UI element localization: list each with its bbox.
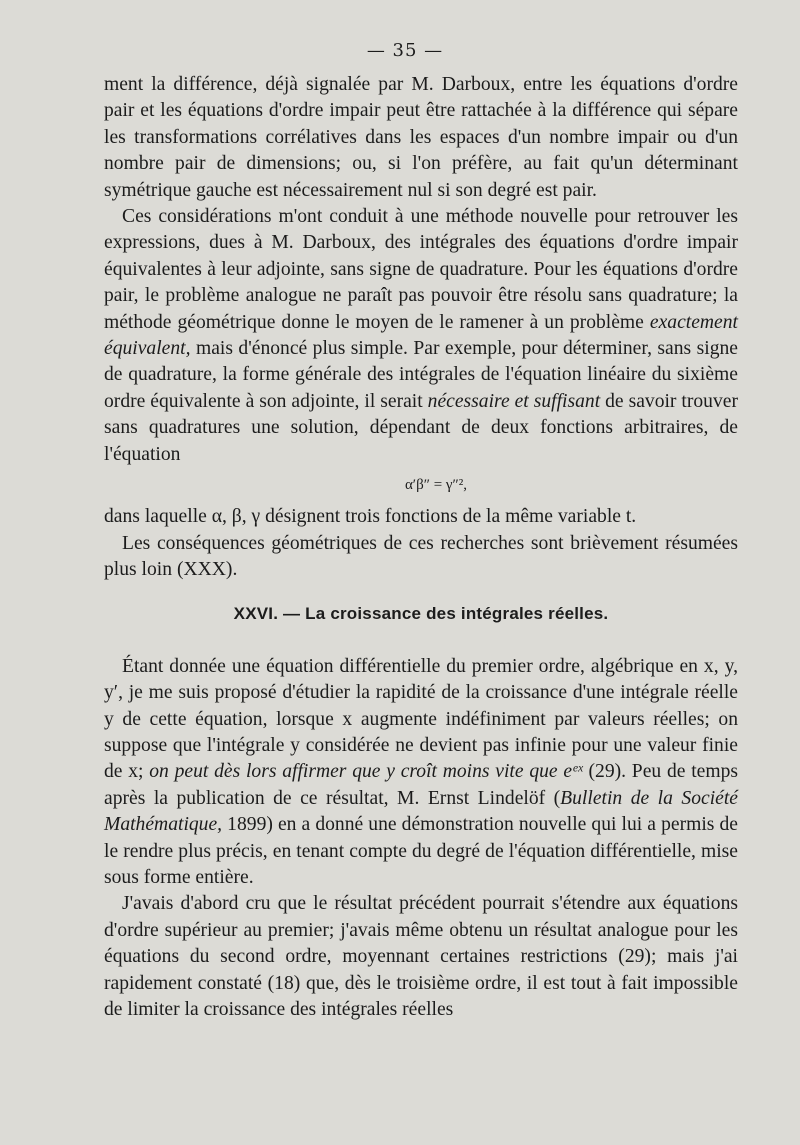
- paragraph-higher-order: J'avais d'abord cru que le résultat précédent pourrait s'étendre aux équations d'ordre supérieur au premier; j'avais même obtenu un résultat analogue pour les équations du second ordre, moyennant certaines restrictions (29); mais j'ai rapidement constaté (18) que, dès le troisième ordre, il est tout à fait impossible de limiter la croissance des intégrales réelles: [104, 893, 738, 1020]
- body-text: [104, 72, 738, 1023]
- paragraph-darboux-method: [104, 204, 738, 468]
- section-heading: XXVI. — La croissance des intégrales réelles.: [233, 604, 609, 624]
- text-run: Ces considérations m'ont conduit à une méthode nouvelle pour retrouver les expressions, dues à M. Darboux, des intégrales des équations d'ordre impair équivalentes à leur adjointe, sans signe de quadrature. Pour les équations d'ordre pair, le problème analogue ne paraît pas pouvoir être résolu sans quadrature; la méthode géométrique donne le moyen de le ramener à un problème: [104, 206, 738, 333]
- text-run: de savoir trouver sans quadratures une solution, dépendant de deux fonctions arbitraires, de l'équation: [104, 390, 739, 465]
- text-run: (29). Peu de temps après la publication de ce résultat, M. Ernst Lindelöf (: [104, 761, 739, 809]
- paragraph-variables: dans laquelle α, β, γ désignent trois fonctions de la même variable t.: [104, 506, 637, 528]
- text-run: mais d'énoncé plus simple. Par exemple, pour déterminer, sans signe de quadrature, la forme générale des intégrales de l'équation linéaire du sixième ordre équivalente à son adjointe, il serait: [104, 338, 738, 412]
- italic-phrase: nécessaire et suffisant: [427, 390, 601, 412]
- text-run: Étant donnée une équation différentielle du premier ordre, algébrique en x, y, y′, je me suis proposé d'étudier la rapidité de la croissance d'une intégrale réelle y de cette équation, lorsque x augmente indéfiniment par valeurs réelles; on suppose que l'intégrale y considérée ne devient pas infinie pour une valeur finie de x;: [104, 655, 738, 783]
- paragraph-continuation: ment la différence, déjà signalée par M. Darboux, entre les équations d'ordre pair et les équations d'ordre impair peut être rattachée à la différence qui sépare les transformations corrélatives dans les espaces d'un nombre impair ou d'un nombre pair de dimensions; ou, si l'on préfère, au fait qu'un déterminant symétrique gauche est nécessairement nul si son degré est pair.: [104, 74, 738, 201]
- italic-phrase: exactement équivalent,: [104, 311, 738, 360]
- paragraph-growth: [104, 654, 738, 892]
- paragraph-consequences: Les conséquences géométriques de ces recherches sont brièvement résumées plus loin (XXX).: [104, 532, 738, 580]
- equation: α′β″ = γ″²,: [404, 477, 468, 494]
- italic-phrase: on peut dès lors affirmer que y croît moins vite que eᵉˣ: [149, 761, 583, 783]
- italic-citation: Bulletin de la Société Mathématique,: [104, 787, 738, 836]
- page-number: — 35 —: [366, 40, 444, 61]
- text-run: 1899) en a donné une démonstration nouvelle qui lui a permis de le rendre plus précis, en tenant compte du degré de l'équation différentielle, mise sous forme entière.: [104, 814, 738, 888]
